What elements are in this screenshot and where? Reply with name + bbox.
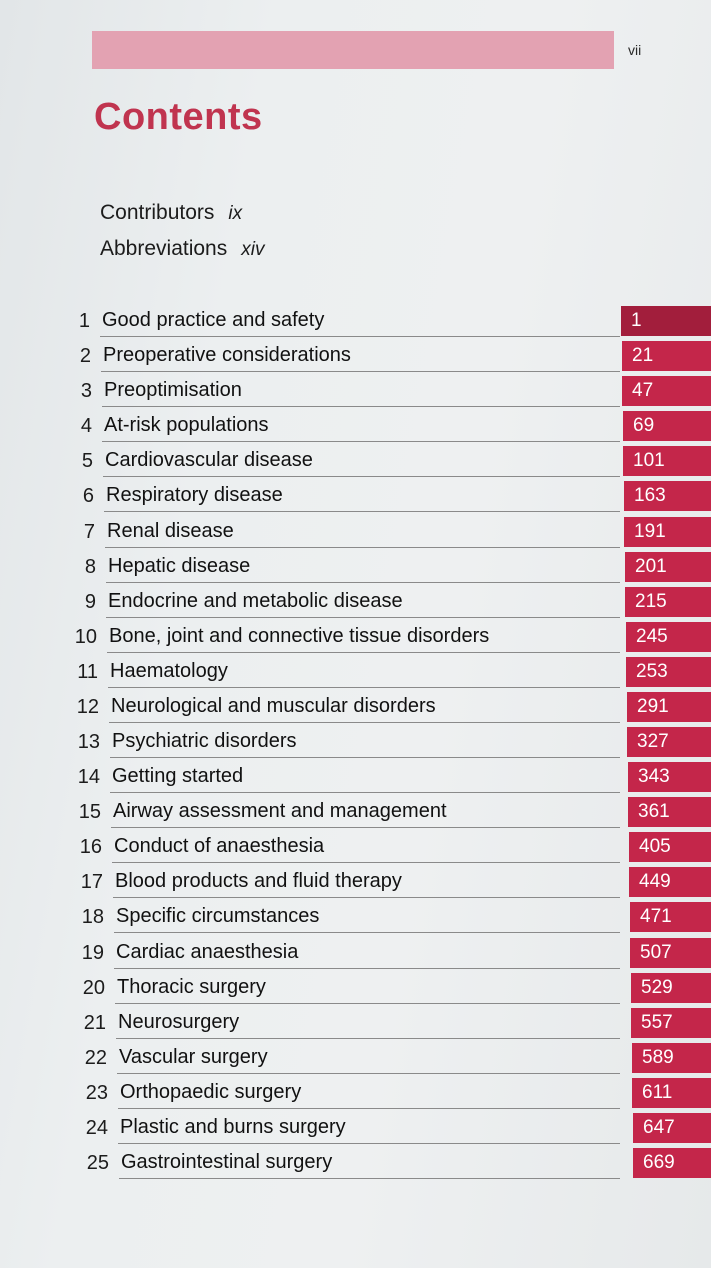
chapter-page-tab: 611 [632,1078,711,1108]
toc-row[interactable] [0,867,711,902]
chapter-number: 4 [80,415,92,437]
chapter-rule [106,582,620,583]
chapter-rule [101,371,620,372]
chapter-title: Good practice and safety [102,309,325,331]
chapter-number: 10 [74,626,97,648]
chapter-title: Getting started [112,765,244,787]
chapter-title: Cardiovascular disease [105,449,313,471]
chapter-title: Neurological and muscular disorders [111,695,436,717]
toc-row[interactable] [0,727,711,762]
chapter-rule [107,652,620,653]
chapter-page-tab: 215 [625,587,711,617]
chapter-rule [118,1143,620,1144]
toc-row[interactable] [0,938,711,973]
toc-row[interactable] [0,1113,711,1148]
chapter-title: Bone, joint and connective tissue disorders [109,625,490,647]
chapter-page-tab: 1 [621,306,711,336]
chapter-page-tab: 101 [623,446,711,476]
chapter-page-tab: 529 [631,973,711,1003]
chapter-number: 3 [80,380,92,402]
chapter-title: Vascular surgery [119,1046,268,1068]
chapter-number: 14 [77,766,100,788]
chapter-number: 1 [78,310,90,332]
chapter-title: Endocrine and metabolic disease [108,590,403,612]
chapter-rule [116,1038,620,1039]
chapter-title: Thoracic surgery [117,976,266,998]
chapter-number: 7 [83,521,95,543]
toc-row[interactable] [0,692,711,727]
chapter-title: Haematology [110,660,228,682]
chapter-title: Gastrointestinal surgery [121,1151,333,1173]
toc-row[interactable] [0,1043,711,1078]
chapter-page-tab: 361 [628,797,711,827]
chapter-number: 2 [79,345,91,367]
chapter-number: 8 [84,556,96,578]
chapter-title: Cardiac anaesthesia [116,941,299,963]
chapter-rule [100,336,620,337]
chapter-number: 24 [85,1117,108,1139]
chapter-page-tab: 589 [632,1043,711,1073]
chapter-number: 20 [82,977,105,999]
chapter-rule [119,1178,620,1179]
chapter-page-tab: 327 [627,727,711,757]
chapter-number: 6 [82,485,94,507]
front-matter-abbreviations[interactable] [100,237,264,261]
toc-row[interactable] [0,517,711,552]
chapter-number: 17 [80,871,103,893]
chapter-page-tab: 245 [626,622,711,652]
toc-row[interactable] [0,587,711,622]
chapter-title: Neurosurgery [118,1011,240,1033]
chapter-title: Renal disease [107,520,234,542]
chapter-rule [102,441,620,442]
front-matter-page: xiv [241,239,265,260]
chapter-rule [106,617,620,618]
chapter-rule [110,757,620,758]
chapter-number: 21 [83,1012,106,1034]
chapter-title: Conduct of anaesthesia [114,835,325,857]
chapter-page-tab: 163 [624,481,711,511]
chapter-number: 19 [81,942,104,964]
chapter-rule [102,406,620,407]
chapter-rule [105,547,620,548]
chapter-title: Plastic and burns surgery [120,1116,346,1138]
toc-row[interactable] [0,306,711,341]
chapter-title: Hepatic disease [108,555,251,577]
toc-row[interactable] [0,1008,711,1043]
chapter-title: Specific circumstances [116,905,320,927]
chapter-page-tab: 449 [629,867,711,897]
chapter-page-tab: 253 [626,657,711,687]
toc-row[interactable] [0,1148,711,1183]
toc-row[interactable] [0,832,711,867]
toc-row[interactable] [0,973,711,1008]
chapter-number: 11 [77,661,98,683]
chapter-number: 13 [77,731,100,753]
chapter-number: 12 [76,696,99,718]
chapter-number: 15 [78,801,101,823]
chapter-rule [108,687,620,688]
front-matter-contributors[interactable] [100,201,242,225]
chapter-page-tab: 21 [622,341,711,371]
chapter-page-tab: 47 [622,376,711,406]
chapter-page-tab: 405 [629,832,711,862]
chapter-rule [112,862,620,863]
chapter-page-tab: 191 [624,517,711,547]
page-title: Contents [94,96,263,138]
toc-row[interactable] [0,376,711,411]
chapter-number: 16 [79,836,102,858]
chapter-page-tab: 557 [631,1008,711,1038]
chapter-rule [104,511,620,512]
chapter-page-tab: 201 [625,552,711,582]
chapter-number: 9 [84,591,96,613]
chapter-title: Preoperative considerations [103,344,351,366]
chapter-title: Airway assessment and management [113,800,447,822]
toc-row[interactable] [0,657,711,692]
chapter-title: Blood products and fluid therapy [115,870,402,892]
toc-row[interactable] [0,1078,711,1113]
toc-row[interactable] [0,552,711,587]
chapter-number: 23 [85,1082,108,1104]
toc-row[interactable] [0,622,711,657]
toc-row[interactable] [0,341,711,376]
chapter-rule [115,1003,620,1004]
front-matter-label: Abbreviations [100,237,228,260]
chapter-title: Preoptimisation [104,379,242,401]
chapter-rule [109,722,620,723]
chapter-title: At-risk populations [104,414,269,436]
chapter-page-tab: 647 [633,1113,711,1143]
chapter-rule [110,792,620,793]
chapter-title: Psychiatric disorders [112,730,297,752]
chapter-page-tab: 291 [627,692,711,722]
chapter-rule [117,1073,620,1074]
chapter-page-tab: 471 [630,902,711,932]
chapter-page-tab: 669 [633,1148,711,1178]
toc-row[interactable] [0,902,711,937]
toc-row[interactable] [0,481,711,516]
chapter-title: Respiratory disease [106,484,283,506]
page-number: vii [628,42,642,58]
chapter-rule [103,476,620,477]
chapter-number: 5 [81,450,93,472]
toc-row[interactable] [0,762,711,797]
chapter-title: Orthopaedic surgery [120,1081,302,1103]
chapter-page-tab: 343 [628,762,711,792]
front-matter-page: ix [228,203,243,224]
chapter-number: 25 [86,1152,109,1174]
front-matter-label: Contributors [100,201,215,224]
chapter-rule [111,827,620,828]
toc-row[interactable] [0,797,711,832]
chapter-rule [113,897,620,898]
toc-row[interactable] [0,411,711,446]
toc-row[interactable] [0,446,711,481]
chapter-rule [114,968,620,969]
chapter-number: 22 [84,1047,107,1069]
chapter-number: 18 [81,906,104,928]
chapter-page-tab: 507 [630,938,711,968]
chapter-page-tab: 69 [623,411,711,441]
chapter-rule [114,932,620,933]
chapter-rule [118,1108,620,1109]
header-bar [92,31,614,69]
